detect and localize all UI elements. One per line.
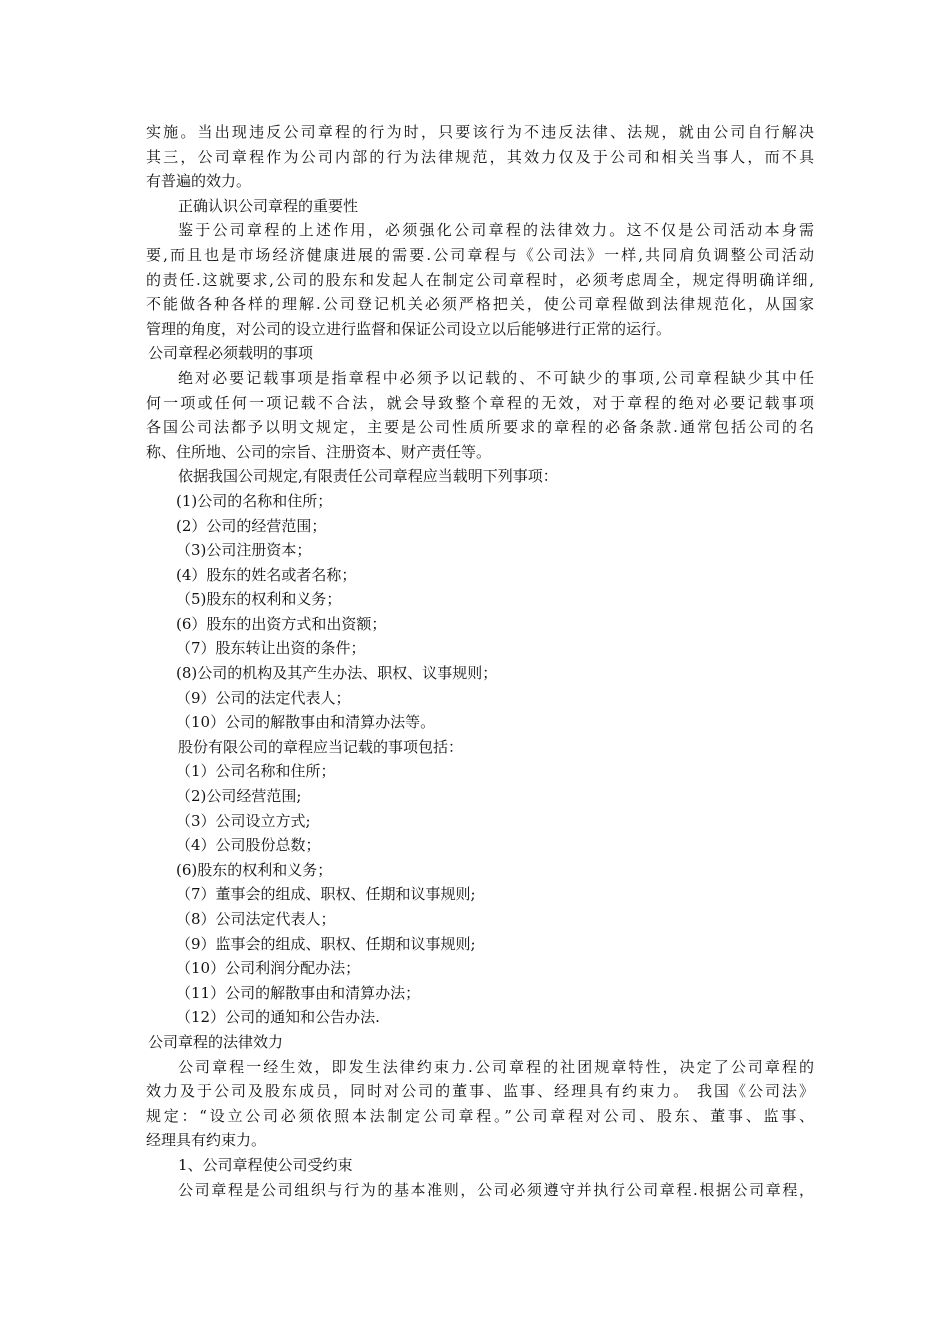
text-line: 公司章程一经生效，即发生法律约束力.公司章程的社团规章特性，决定了公司章程的 [178, 1057, 814, 1076]
text-line: （4）公司股份总数； [176, 836, 321, 855]
text-line: 1、公司章程使公司受约束 [178, 1155, 353, 1174]
document-page [146, 120, 814, 1202]
text-line: 股份有限公司的章程应当记载的事项包括： [178, 737, 464, 756]
text-line: 各国公司法都予以明文规定，主要是公司性质所要求的章程的必备条款.通常包括公司的名 [146, 418, 814, 437]
text-line: (1)公司的名称和住所； [176, 491, 333, 510]
text-line: （9）公司的法定代表人； [176, 688, 351, 707]
text-line: (6)股东的权利和义务； [176, 860, 333, 879]
text-line: 依据我国公司规定,有限责任公司章程应当载明下列事项： [178, 467, 558, 486]
text-line: 公司章程的法律效力 [148, 1032, 284, 1051]
text-line: 实施。当出现违反公司章程的行为时，只要该行为不违反法律、法规，就由公司自行解决 [146, 123, 814, 141]
text-line: (4）股东的姓名或者名称； [176, 565, 357, 584]
text-line: 经理具有约束力。 [146, 1131, 267, 1150]
text-line: （10）公司利润分配办法； [176, 959, 361, 978]
text-line: （7）股东转让出资的条件； [176, 639, 366, 658]
text-line: 有普遍的效力。 [146, 172, 252, 191]
text-line: 要,而且也是市场经济健康进展的需要.公司章程与《公司法》一样,共同肩负调整公司活动 [146, 245, 814, 264]
text-line: 其三，公司章程作为公司内部的行为法律规范，其效力仅及于公司和相关当事人，而不具 [146, 147, 814, 166]
text-line: 规定：“设立公司必须依照本法制定公司章程。”公司章程对公司、股东、董事、监事、 [146, 1106, 814, 1125]
text-line: (8)公司的机构及其产生办法、职权、议事规则； [176, 664, 498, 683]
text-line: （11）公司的解散事由和清算办法； [176, 983, 421, 1002]
text-line: （10）公司的解散事由和清算办法等。 [176, 713, 436, 732]
text-line: （3）公司设立方式; [176, 811, 311, 830]
text-line: 何一项或任何一项记载不合法，就会导致整个章程的无效，对于章程的绝对必要记载事项 [146, 393, 814, 412]
text-line: 称、住所地、公司的宗旨、注册资本、财产责任等。 [146, 442, 492, 461]
text-line: 效力及于公司及股东成员，同时对公司的董事、监事、经理具有约束力。 我国《公司法》 [146, 1082, 814, 1101]
text-line: 正确认识公司章程的重要性 [178, 196, 359, 215]
text-line: (2）公司的经营范围； [176, 516, 327, 535]
text-line: 不能做各种各样的理解.公司登记机关必须严格把关，使公司章程做到法律规范化，从国家 [146, 295, 814, 314]
text-line: 公司章程是公司组织与行为的基本准则，公司必须遵守并执行公司章程.根据公司章程， [178, 1180, 814, 1199]
text-line: 绝对必要记载事项是指章程中必须予以记载的、不可缺少的事项,公司章程缺少其中任 [178, 368, 814, 387]
text-line: （3)公司注册资本； [176, 541, 312, 560]
text-line: 管理的角度，对公司的设立进行监督和保证公司设立以后能够进行正常的运行。 [146, 319, 672, 338]
text-line: （8）公司法定代表人； [176, 910, 336, 928]
text-line: （5)股东的权利和义务； [176, 590, 342, 609]
text-line: 鉴于公司章程的上述作用，必须强化公司章程的法律效力。这不仅是公司活动本身需 [178, 221, 814, 240]
text-line: (6）股东的出资方式和出资额； [176, 614, 387, 633]
text-line: （7）董事会的组成、职权、任期和议事规则; [176, 885, 476, 904]
text-line: （2)公司经营范围; [176, 787, 302, 806]
text-line: 公司章程必须载明的事项 [148, 344, 314, 363]
text-line: （9）监事会的组成、职权、任期和议事规则; [176, 934, 476, 953]
text-line: （12）公司的通知和公告办法. [176, 1008, 380, 1027]
text-line: （1）公司名称和住所； [176, 762, 336, 781]
text-line: 的责任.这就要求,公司的股东和发起人在制定公司章程时，必须考虑周全，规定得明确详细, [146, 270, 814, 289]
